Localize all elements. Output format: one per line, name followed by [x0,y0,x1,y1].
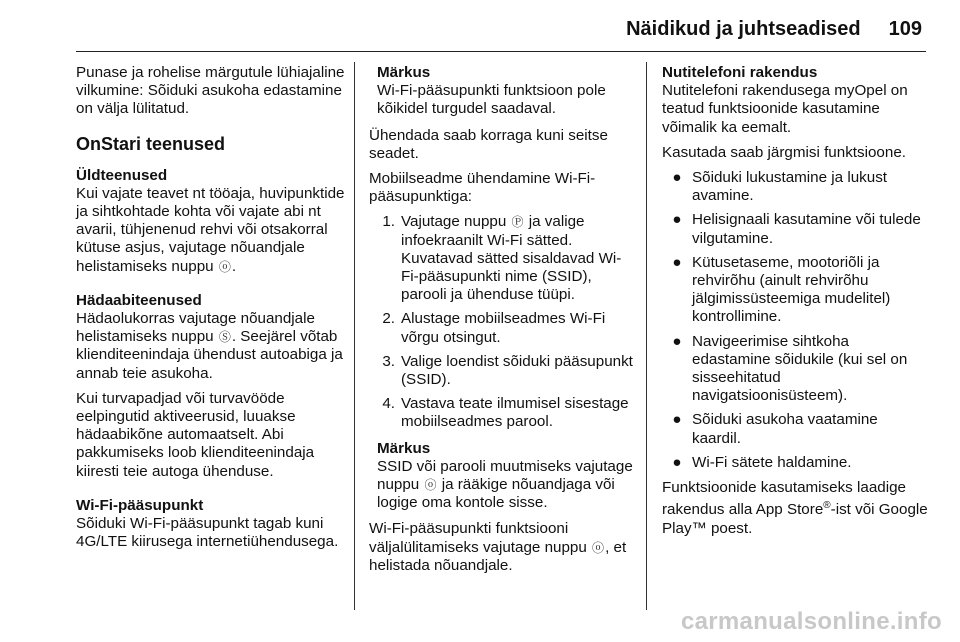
column-2 [369,64,637,582]
note-availability [377,64,637,119]
page-number: 109 [888,18,922,40]
settings-button-icon: Ⓟ [511,215,524,230]
note-password [377,440,637,513]
onstar-button-icon: ⓞ [218,259,231,274]
list-item: ● Navigeerimise sihtkoha edastamine sõidukile (kui sel on sisseehitatud navigatsioonisüsteem). [672,332,908,405]
watermark: carmanualsonline.info [680,608,942,635]
list-item: 1. Vajutage nuppu Ⓟ ja valige infoekraanilt Wi-Fi sätted. Kuvatavad sätted sisaldavad Wi-Fi-pääsupunkti nime (SSID), parooli ja ühenduse tüüpi. [382,213,622,304]
emergency-services-title: Hädaabiteenused [76,291,202,309]
emergency-airbag-text: Kui turvapadjad või turvavööde eelpingutid aktiveerusid, luuakse hädaabikõne automaatselt. Abi pakkumiseks loob klienditeenindaja kiiresti teie autoga ühenduse. [76,389,315,480]
devices-limit-text: Ühendada saab korraga kuni seitse seadet. [369,126,608,162]
note-title: Märkus [377,439,431,457]
functions-intro-text: Kasutada saab järgmisi funktsioone. [662,143,906,161]
connect-intro-text: Mobiilseadme ühendamine Wi-Fi-pääsupunktiga: [369,170,596,206]
connect-steps-list [369,213,637,431]
column-divider-1 [354,62,355,610]
smartphone-app-title: Nutitelefoni rakendus [662,64,818,81]
intro-text: Punase ja rohelise märgutule lühiajaline vilkumine: Sõiduki asukoha edastamine on välja lülitatud. [76,64,345,118]
note-text: Wi-Fi-pääsupunkti funktsioon pole kõikidel turgudel saadaval. [377,82,606,118]
emergency-button-icon: Ⓢ [218,330,231,345]
column-1 [76,64,348,558]
chapter-title: Näidikud ja juhtseadised [626,18,861,40]
section-title: OnStari teenused [76,133,226,154]
onstar-button-icon: ⓞ [424,478,437,493]
wifi-hotspot-title: Wi-Fi-pääsupunkt [76,496,204,514]
emergency-services-text: Hädaolukorras vajutage nõuandjale helistamiseks nuppu Ⓢ. Seejärel võtab klienditeenindaja ühendust autoabiga ja annab teie asukoha. [76,310,343,382]
list-item: 4. Vastava teate ilmumisel sisestage mobiilseadmes parool. [382,395,629,431]
smartphone-app-text: Nutitelefoni rakendusega myOpel on teatud funktsioonide kasutamine võimalik ka eemalt. [662,82,908,136]
wifi-hotspot-text: Sõiduki Wi-Fi-pääsupunkt tagab kuni 4G/LTE kiirusega internetiühendusega. [76,515,339,551]
page-header [626,18,922,48]
column-divider-2 [646,62,647,610]
list-item: 2. Alustage mobiilseadmes Wi-Fi võrgu otsingut. [382,310,606,346]
functions-list [662,169,930,472]
download-app-text: Funktsioonide kasutamiseks laadige rakendus alla App Store®-ist või Google Play™ poest. [662,479,928,537]
header-rule [76,51,926,52]
onstar-button-icon: ⓞ [592,540,605,555]
general-services-text: Kui vajate teavet nt tööaja, huvipunktide ja sihtkohtade kohta või vajate abi nt avarii, tühjenenud rehvi või otsakorral kütuse asjus, vajutage nõuandjale helistamiseks nuppu ⓞ. [76,184,345,275]
wifi-off-text: Wi-Fi-pääsupunkti funktsiooni väljalülitamiseks vajutage nuppu ⓞ, et helistada nõuandjale. [369,520,627,574]
note-title: Märkus [377,64,431,81]
column-3 [662,64,930,545]
list-item: ● Helisignaali kasutamine või tulede vilgutamine. [672,211,921,247]
list-item: ● Kütusetaseme, mootoriõli ja rehvirõhu (ainult rehvirõhu jälgimissüsteemiga mudelitel) kontrollimine. [672,253,891,326]
general-services-title: Üldteenused [76,166,168,184]
list-item: ● Wi-Fi sätete haldamine. [672,453,852,471]
list-item: 3. Valige loendist sõiduki pääsupunkt (SSID). [382,352,633,389]
list-item: ● Sõiduki lukustamine ja lukust avamine. [672,169,888,205]
note-text: SSID või parooli muutmiseks vajutage nuppu ⓞ ja rääkige nõuandjaga või logige oma kontole sisse. [377,457,633,512]
list-item: ● Sõiduki asukoha vaatamine kaardil. [672,411,878,447]
